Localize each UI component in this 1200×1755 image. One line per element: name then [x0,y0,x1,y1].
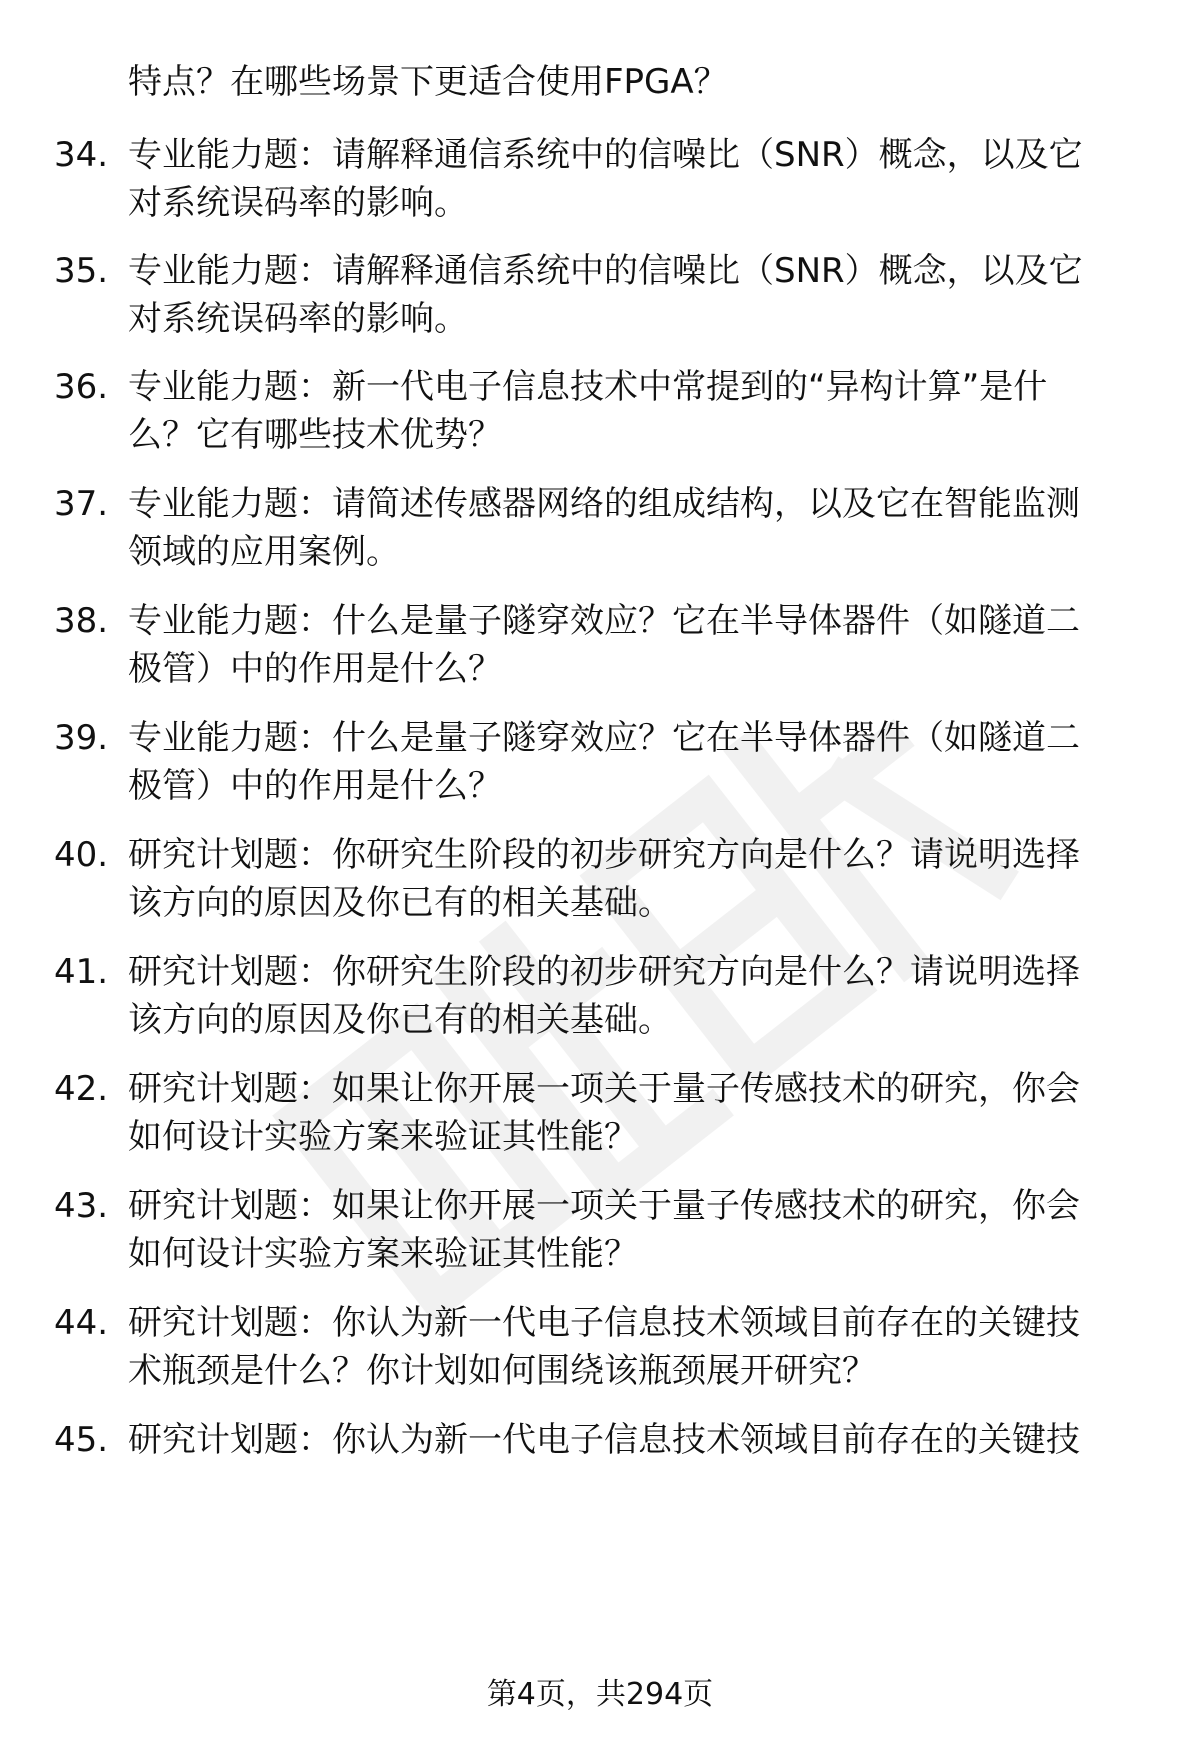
question-text-line: 专业能力题：什么是量子隧穿效应？它在半导体器件（如隧道二 [128,601,1080,641]
question-item [54,247,1144,343]
question-text-line: 研究计划题：你研究生阶段的初步研究方向是什么？请说明选择 [128,835,1080,875]
question-number: 38. [54,601,109,641]
question-number: 36. [54,367,109,407]
question-text-line: 极管）中的作用是什么？ [128,649,502,689]
question-text-line: 研究计划题：你认为新一代电子信息技术领域目前存在的关键技 [128,1303,1080,1343]
question-text-line: 专业能力题：请解释通信系统中的信噪比（SNR）概念，以及它 [128,251,1083,291]
question-text-line: 研究计划题：你认为新一代电子信息技术领域目前存在的关键技 [128,1420,1080,1460]
question-text-line: 研究计划题：你研究生阶段的初步研究方向是什么？请说明选择 [128,952,1080,992]
question-text-line: 对系统误码率的影响。 [128,299,468,339]
question-number: 44. [54,1303,109,1343]
question-item [54,714,1144,810]
continuation-line: 特点？在哪些场景下更适合使用FPGA？ [128,62,728,102]
question-item [54,131,1144,227]
question-text-line: 对系统误码率的影响。 [128,183,468,223]
question-item [54,831,1144,927]
question-text-line: 研究计划题：如果让你开展一项关于量子传感技术的研究，你会 [128,1186,1080,1226]
question-text-line: 如何设计实验方案来验证其性能？ [128,1117,638,1157]
question-text-line: 专业能力题：请解释通信系统中的信噪比（SNR）概念，以及它 [128,135,1083,175]
question-text-line: 领域的应用案例。 [128,532,400,572]
question-text-line: 专业能力题：什么是量子隧穿效应？它在半导体器件（如隧道二 [128,718,1080,758]
question-text-line: 么？它有哪些技术优势？ [128,415,502,455]
question-number: 42. [54,1069,109,1109]
question-number: 37. [54,484,109,524]
question-text-line: 该方向的原因及你已有的相关基础。 [128,883,672,923]
question-item [54,1299,1144,1395]
question-item [54,1065,1144,1161]
question-item [54,1416,1144,1464]
question-text-line: 专业能力题：请简述传感器网络的组成结构，以及它在智能监测 [128,484,1080,524]
question-number: 35. [54,251,109,291]
question-item [54,480,1144,576]
question-number: 41. [54,952,109,992]
question-text-line: 专业能力题：新一代电子信息技术中常提到的“异构计算”是什 [128,367,1048,407]
page-footer: 第4页，共294页 [486,1677,714,1712]
question-text-line: 术瓶颈是什么？你计划如何围绕该瓶颈展开研究？ [128,1351,876,1391]
question-number: 40. [54,835,109,875]
question-number: 34. [54,135,109,175]
question-number: 39. [54,718,109,758]
question-text-line: 如何设计实验方案来验证其性能？ [128,1234,638,1274]
question-text-line: 研究计划题：如果让你开展一项关于量子传感技术的研究，你会 [128,1069,1080,1109]
question-text-line: 极管）中的作用是什么？ [128,766,502,806]
question-item [54,597,1144,693]
question-text-line: 该方向的原因及你已有的相关基础。 [128,1000,672,1040]
question-number: 43. [54,1186,109,1226]
question-item [54,363,1144,459]
question-item [54,1182,1144,1278]
question-number: 45. [54,1420,109,1460]
question-item [54,948,1144,1044]
